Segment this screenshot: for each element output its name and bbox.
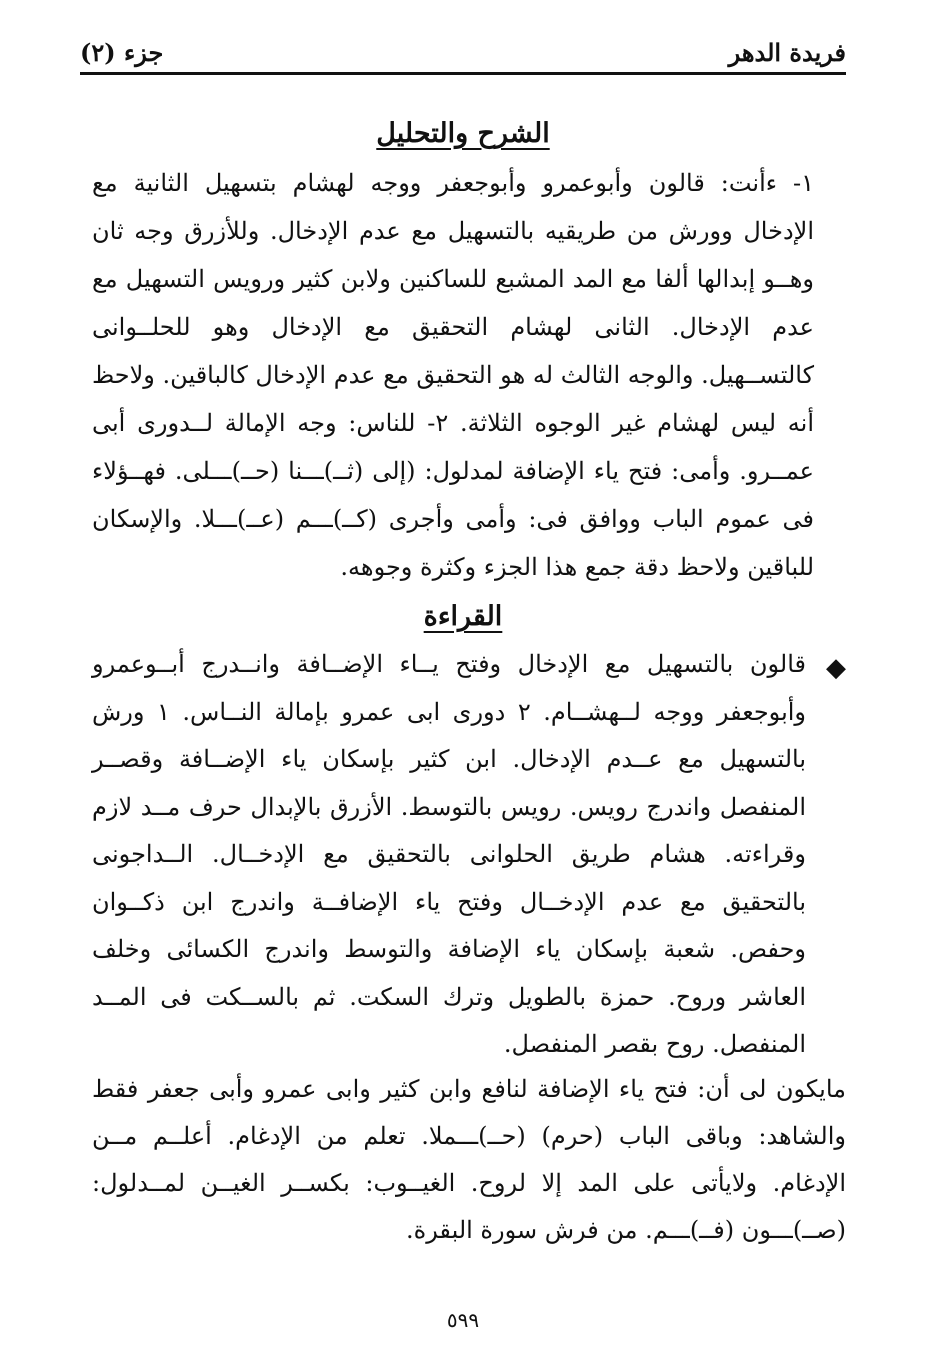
diamond-bullet-icon: ◆ [826, 653, 846, 683]
page-header [80, 38, 846, 75]
reading-title: القراءة [423, 601, 503, 632]
volume-number: جزء (٢) [80, 38, 164, 67]
explanation-title: الشرح والتحليل [376, 118, 550, 149]
book-title: فريدة الدهر [728, 38, 846, 67]
reading-paragraph: قالون بالتسهيل مع الإدخال وفتح يــاء الإضــافة وانــدرج أبــوعمرو وأبوجعفر ووجه لــهشــام. ٢ دورى ابى عمرو بإمالة النــاس. ١ ورش بالتسهيل مع عــدم الإدخال. ابن كثير بإسكان ياء الإضــافة وقصــر المنفصل واندرج رويس. رويس بالتوسط. الأزرق بالإبدال حرف مــد لازم وقراءته. هشام طريق الحلوانى بالتحقيق مع الإدخــال. الــداجونى بالتحقيق مع عدم الإدخــال وفتح ياء الإضافــة واندرج ابن ذكــوان وحفص. شعبة بإسكان ياء الإضافة والتوسط واندرج الكسائى وخلف العاشر وروح. حمزة بالطويل وترك السكت. ثم بالســكت فى المــد المنفصل. روح بقصر المنفصل. [92, 650, 807, 1058]
explanation-paragraph: ١- ءأنت: قالون وأبوعمرو وأبوجعفر ووجه لهشام بتسهيل الثانية مع الإدخال وورش من طريقيه بالتسهيل مع عدم الإدخال. وللأزرق وجه ثان وهــو إبدالها ألفا مع المد المشبع للساكنين ولابن كثير ورويس التسهيل مع عدم الإدخال. الثانى لهشام التحقيق مع الإدخال وهو للحلــوانى كالتســهيل. والوجه الثالث له هو التحقيق مع عدم الإدخال كالباقين. ولاحظ أنه ليس لهشام غير الوجوه الثلاثة. ٢- للناس: وجه الإمالة لــدورى أبى عمــرو. وأمى: فتح ياء الإضافة لمدلول: (إلى (ثــ)ـــنا (حــ)ـــلى. فهــؤلاء فى عموم الباب ووافق فى: وأمى وأجرى (كــ)ـــم (عــ)ـــلا. والإسكان للباقين ولاحظ دقة جمع هذا الجزء وكثرة وجوهه. [92, 169, 814, 581]
page-number: ٥٩٩ [446, 1308, 480, 1332]
notes-paragraph: مايكون لى أن: فتح ياء الإضافة لنافع وابن كثير وابى عمرو وأبى جعفر فقط والشاهد: وباقى الباب (حرم) (حــ)ـــملا. تعلم من الإدغام. أعلــم مــن الإدغام. ولايأتى على المد إلا لروح. الغيــوب: بكســر الغيــن لمــدلول: (صــ)ـــون (فــ)ـــم. من فرش سورة البقرة. [92, 1075, 846, 1244]
